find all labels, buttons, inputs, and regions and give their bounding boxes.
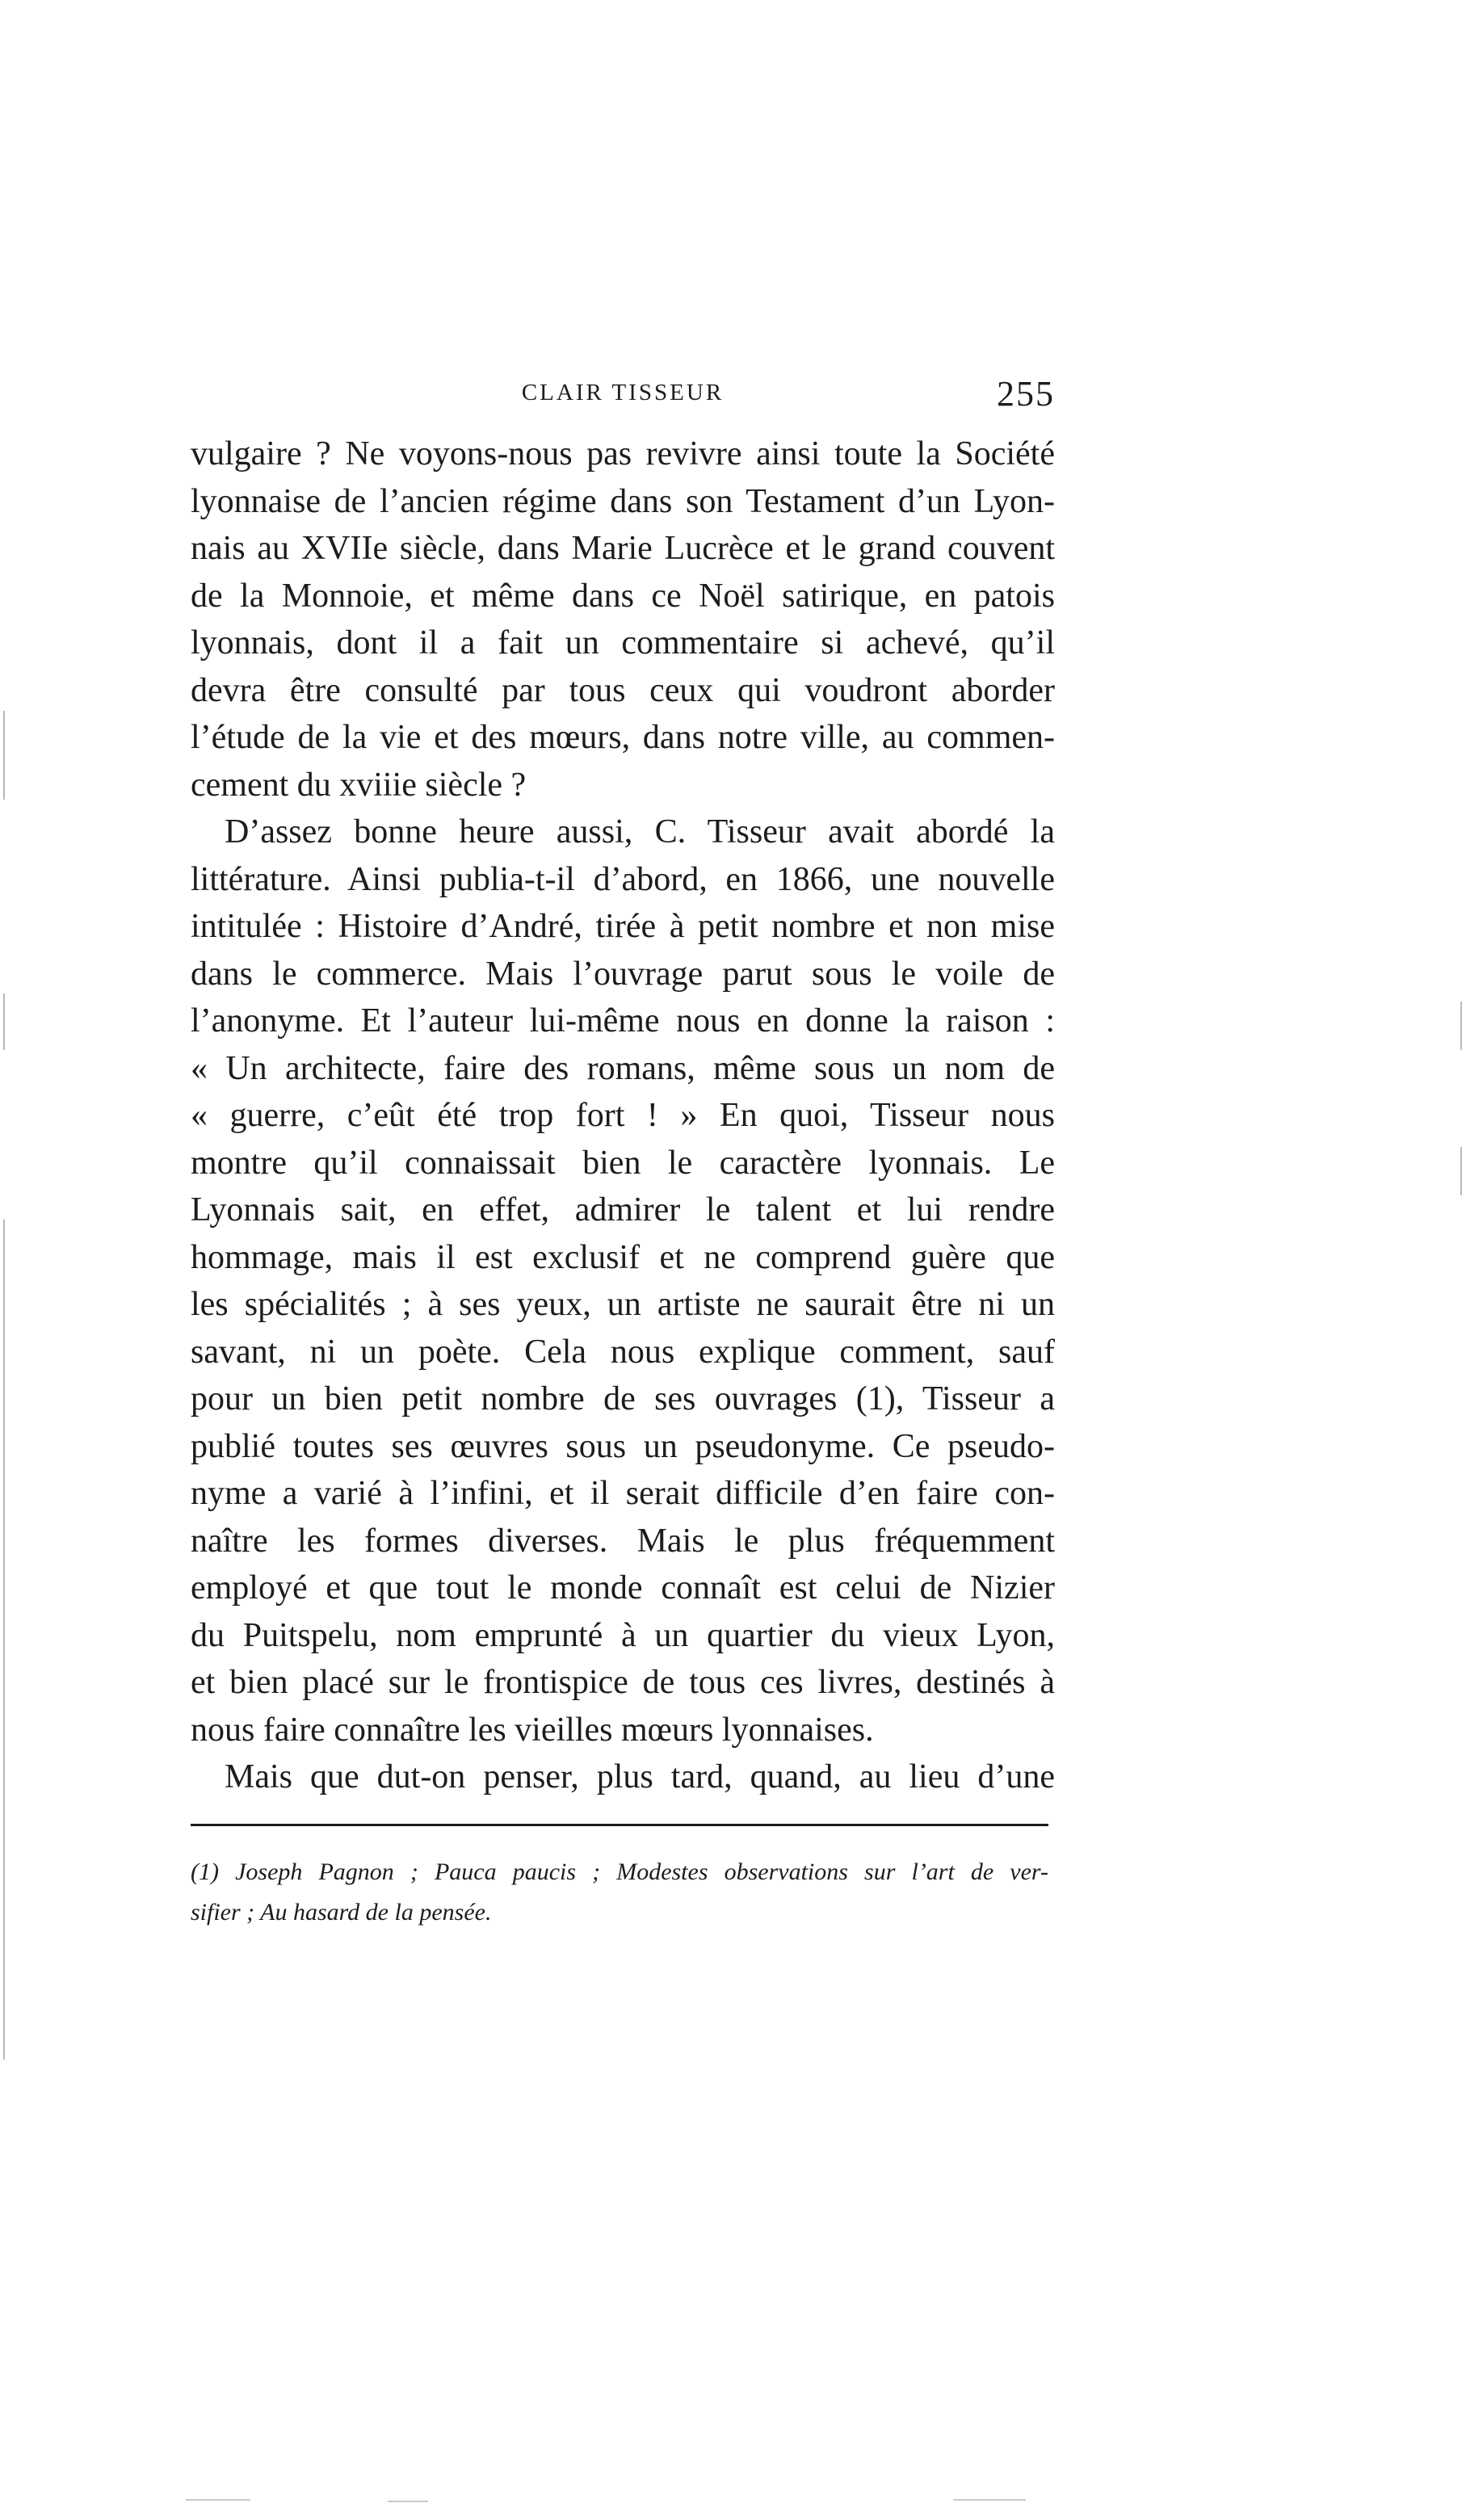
text-line: nyme a varié à l’infini, et il serait difficile d’en faire con- xyxy=(191,1475,1055,1512)
text-line: lyonnaise de l’ancien régime dans son Testament d’un Lyon- xyxy=(191,482,1055,520)
scan-speck xyxy=(953,2499,1026,2501)
scan-speck xyxy=(186,2499,250,2501)
text-line: devra être consulté par tous ceux qui voudront aborder xyxy=(191,671,1055,709)
text-line: lyonnais, dont il a fait un commentaire si achevé, qu’il xyxy=(191,624,1055,662)
footnote-line: (1) Joseph Pagnon ; Pauca paucis ; Modestes observations sur l’art de ver- xyxy=(191,1858,1048,1885)
text-line: « guerre, c’eût été trop fort ! » En quoi, Tisseur nous xyxy=(191,1097,1055,1134)
text-line: employé et que tout le monde connaît est celui de Nizier xyxy=(191,1569,1055,1606)
text-line: savant, ni un poète. Cela nous explique comment, sauf xyxy=(191,1333,1055,1371)
text-line: et bien placé sur le frontispice de tous ces livres, destinés à xyxy=(191,1664,1055,1701)
page-header xyxy=(191,373,1055,425)
text-line: littérature. Ainsi publia-t-il d’abord, en 1866, une nouvelle xyxy=(191,860,1055,898)
scan-speck xyxy=(388,2501,428,2502)
scan-mark xyxy=(3,711,5,800)
text-line: du Puitspelu, nom emprunté à un quartier du vieux Lyon, xyxy=(191,1616,1055,1654)
text-line: « Un architecte, faire des romans, même sous un nom de xyxy=(191,1049,1055,1087)
scan-mark xyxy=(1460,1002,1462,1050)
text-line: hommage, mais il est exclusif et ne comprend guère que xyxy=(191,1238,1055,1276)
text-line: de la Monnoie, et même dans ce Noël satirique, en patois xyxy=(191,577,1055,615)
text-line: D’assez bonne heure aussi, C. Tisseur avait abordé la xyxy=(225,813,1055,850)
text-line: l’étude de la vie et des mœurs, dans notre ville, au commen- xyxy=(191,719,1055,756)
scan-mark xyxy=(3,1220,5,2060)
footnote xyxy=(191,1852,1048,1933)
text-line: dans le commerce. Mais l’ouvrage parut sous le voile de xyxy=(191,955,1055,993)
footnote-line: sifier ; Au hasard de la pensée. xyxy=(191,1899,492,1926)
text-line: pour un bien petit nombre de ses ouvrages (1), Tisseur a xyxy=(191,1380,1055,1418)
body-text xyxy=(191,430,1055,1801)
text-line: l’anonyme. Et l’auteur lui-même nous en donne la raison : xyxy=(191,1002,1055,1040)
page-number: 255 xyxy=(997,374,1055,414)
text-line: les spécialités ; à ses yeux, un artiste ne saurait être ni un xyxy=(191,1286,1055,1323)
text-line: nais au XVIIe siècle, dans Marie Lucrèce et le grand couvent xyxy=(191,530,1055,567)
scan-mark xyxy=(1460,1147,1462,1195)
text-line: montre qu’il connaissait bien le caractère lyonnais. Le xyxy=(191,1144,1055,1182)
text-line: Lyonnais sait, en effet, admirer le talent et lui rendre xyxy=(191,1191,1055,1228)
footnote-rule xyxy=(191,1824,1048,1826)
text-line: publié toutes ses œuvres sous un pseudonyme. Ce pseudo- xyxy=(191,1427,1055,1465)
text-line: vulgaire ? Ne voyons-nous pas revivre ainsi toute la Société xyxy=(191,435,1055,472)
scan-mark xyxy=(3,993,5,1050)
text-line: Mais que dut-on penser, plus tard, quand, au lieu d’une xyxy=(225,1758,1055,1796)
text-line: intitulée : Histoire d’André, tirée à petit nombre et non mise xyxy=(191,908,1055,945)
text-line: cement du xviiie siècle ? xyxy=(191,766,527,804)
text-line: nous faire connaître les vieilles mœurs lyonnaises. xyxy=(191,1711,874,1749)
text-line: naître les formes diverses. Mais le plus fréquemment xyxy=(191,1522,1055,1560)
running-title: CLAIR TISSEUR xyxy=(521,380,725,405)
